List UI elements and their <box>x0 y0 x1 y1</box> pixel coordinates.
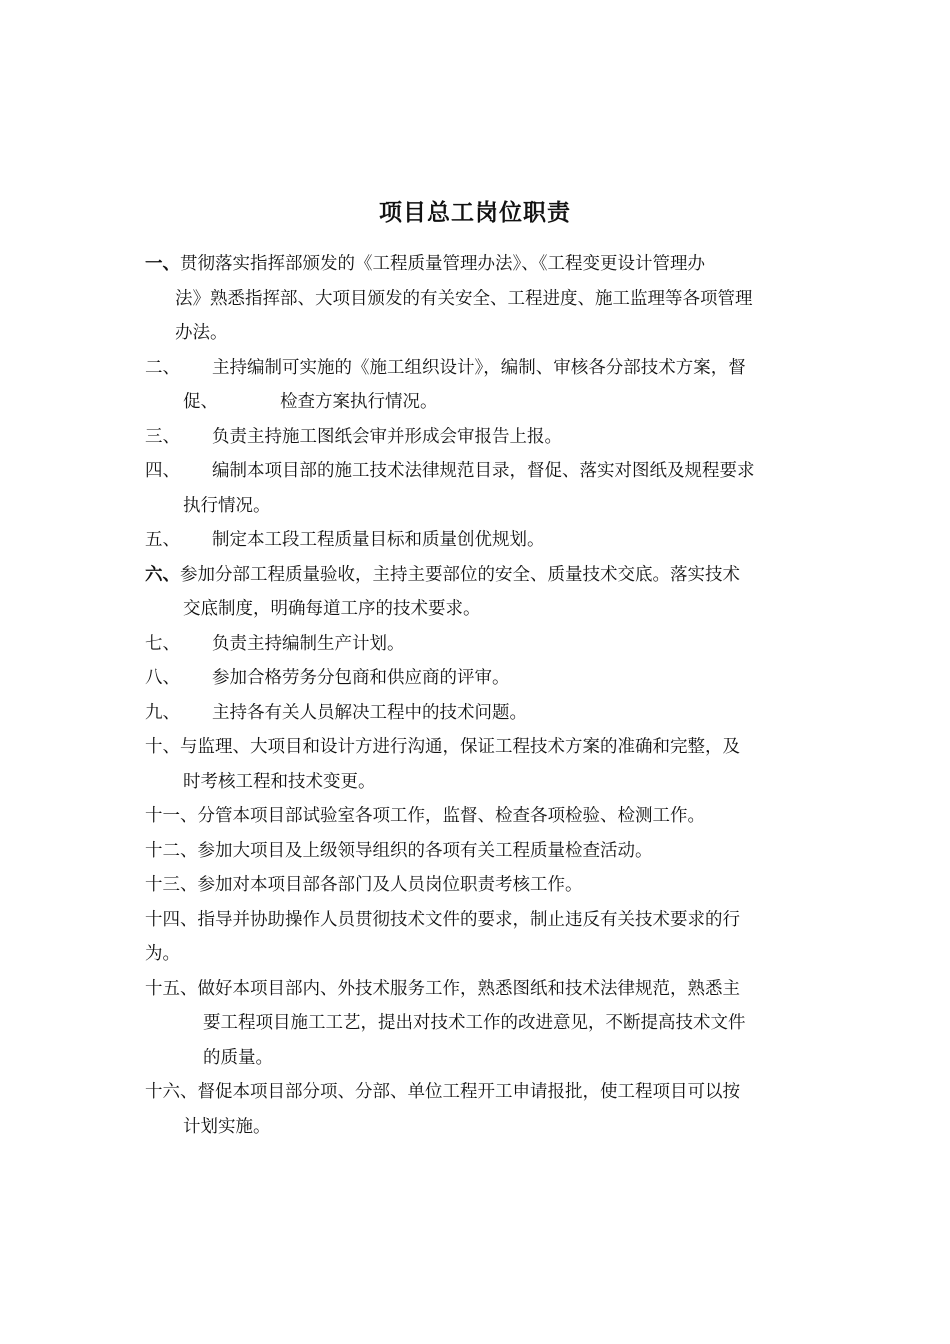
item-number: 十四、 <box>145 909 198 930</box>
item-text: 计划实施。 <box>183 1116 271 1137</box>
duty-item-12 <box>145 834 815 869</box>
item-text: 的质量。 <box>203 1047 273 1068</box>
item-number: 十五、 <box>145 978 198 999</box>
item-number: 九、 <box>145 702 180 723</box>
duty-item-7 <box>145 627 815 662</box>
item-text: 办法。 <box>175 323 228 343</box>
item-number: 七、 <box>145 633 180 654</box>
item-number: 六、 <box>145 564 180 585</box>
item-number: 八、 <box>145 668 180 688</box>
item-text: 时考核工程和技术变更。 <box>183 771 376 792</box>
item-number: 一、 <box>145 254 180 274</box>
item-text: 要工程项目施工工艺，提出对技术工作的改进意见，不断提高技术文件 <box>203 1013 746 1033</box>
item-text: 负责主持施工图纸会审并形成会审报告上报。 <box>212 426 562 447</box>
item-text: 参加分部工程质量验收，主持主要部位的安全、质量技术交底。落实技术 <box>180 564 740 585</box>
item-number: 二、 <box>145 357 180 378</box>
duty-item-8 <box>145 661 815 696</box>
item-number: 十六、 <box>145 1082 198 1102</box>
item-text: 执行情况。 <box>183 495 271 516</box>
duty-item-3 <box>145 420 815 455</box>
duty-item-10 <box>145 730 815 799</box>
item-number: 十一、 <box>145 806 198 826</box>
item-text: 主持各有关人员解决工程中的技术问题。 <box>212 702 527 723</box>
item-text: 交底制度，明确每道工序的技术要求。 <box>183 599 481 619</box>
item-text: 促、 <box>183 392 218 412</box>
item-text: 参加大项目及上级领导组织的各项有关工程质量检查活动。 <box>197 840 653 861</box>
duty-item-11 <box>145 799 815 834</box>
item-text: 督促本项目部分项、分部、单位工程开工申请报批，使工程项目可以按 <box>197 1082 740 1102</box>
item-number: 十三、 <box>145 875 198 895</box>
duty-item-5 <box>145 523 815 558</box>
duty-item-15 <box>145 972 815 1076</box>
item-text: 分管本项目部试验室各项工作，监督、检查各项检验、检测工作。 <box>197 806 705 826</box>
duty-item-4 <box>145 454 815 523</box>
item-text: 负责主持编制生产计划。 <box>212 633 405 654</box>
duty-item-14 <box>145 903 815 972</box>
item-text: 与监理、大项目和设计方进行沟通，保证工程技术方案的准确和完整，及 <box>180 737 740 757</box>
item-text: 检查方案执行情况。 <box>280 392 438 412</box>
item-text: 指导并协助操作人员贯彻技术文件的要求，制止违反有关技术要求的行 <box>197 909 740 930</box>
item-text: 参加对本项目部各部门及人员岗位职责考核工作。 <box>197 875 583 895</box>
duty-item-9 <box>145 696 815 731</box>
item-text: 贯彻落实指挥部颁发的《工程质量管理办法》、《工程变更设计管理办 <box>180 254 705 274</box>
item-number: 十、 <box>145 737 180 757</box>
duty-item-13 <box>145 868 815 903</box>
duty-item-1 <box>145 247 815 351</box>
item-text: 编制本项目部的施工技术法律规范目录，督促、落实对图纸及规程要求 <box>212 461 755 481</box>
item-text: 为。 <box>145 944 180 964</box>
item-text: 参加合格劳务分包商和供应商的评审。 <box>212 668 510 688</box>
item-text: 法》熟悉指挥部、大项目颁发的有关安全、工程进度、施工监理等各项管理 <box>175 288 753 309</box>
item-number: 十二、 <box>145 840 198 861</box>
item-text: 制定本工段工程质量目标和质量创优规划。 <box>212 530 545 550</box>
page-title: 项目总工岗位职责 <box>379 199 571 226</box>
item-number: 四、 <box>145 461 180 481</box>
item-text: 主持编制可实施的《施工组织设计》，编制、审核各分部技术方案，督 <box>212 357 746 378</box>
duty-item-16 <box>145 1075 815 1144</box>
item-number: 五、 <box>145 530 180 550</box>
duty-list <box>145 247 815 1144</box>
item-number: 三、 <box>145 426 180 447</box>
item-text: 做好本项目部内、外技术服务工作，熟悉图纸和技术法律规范，熟悉主 <box>197 978 740 999</box>
duty-item-2 <box>145 351 815 420</box>
duty-item-6 <box>145 558 815 627</box>
